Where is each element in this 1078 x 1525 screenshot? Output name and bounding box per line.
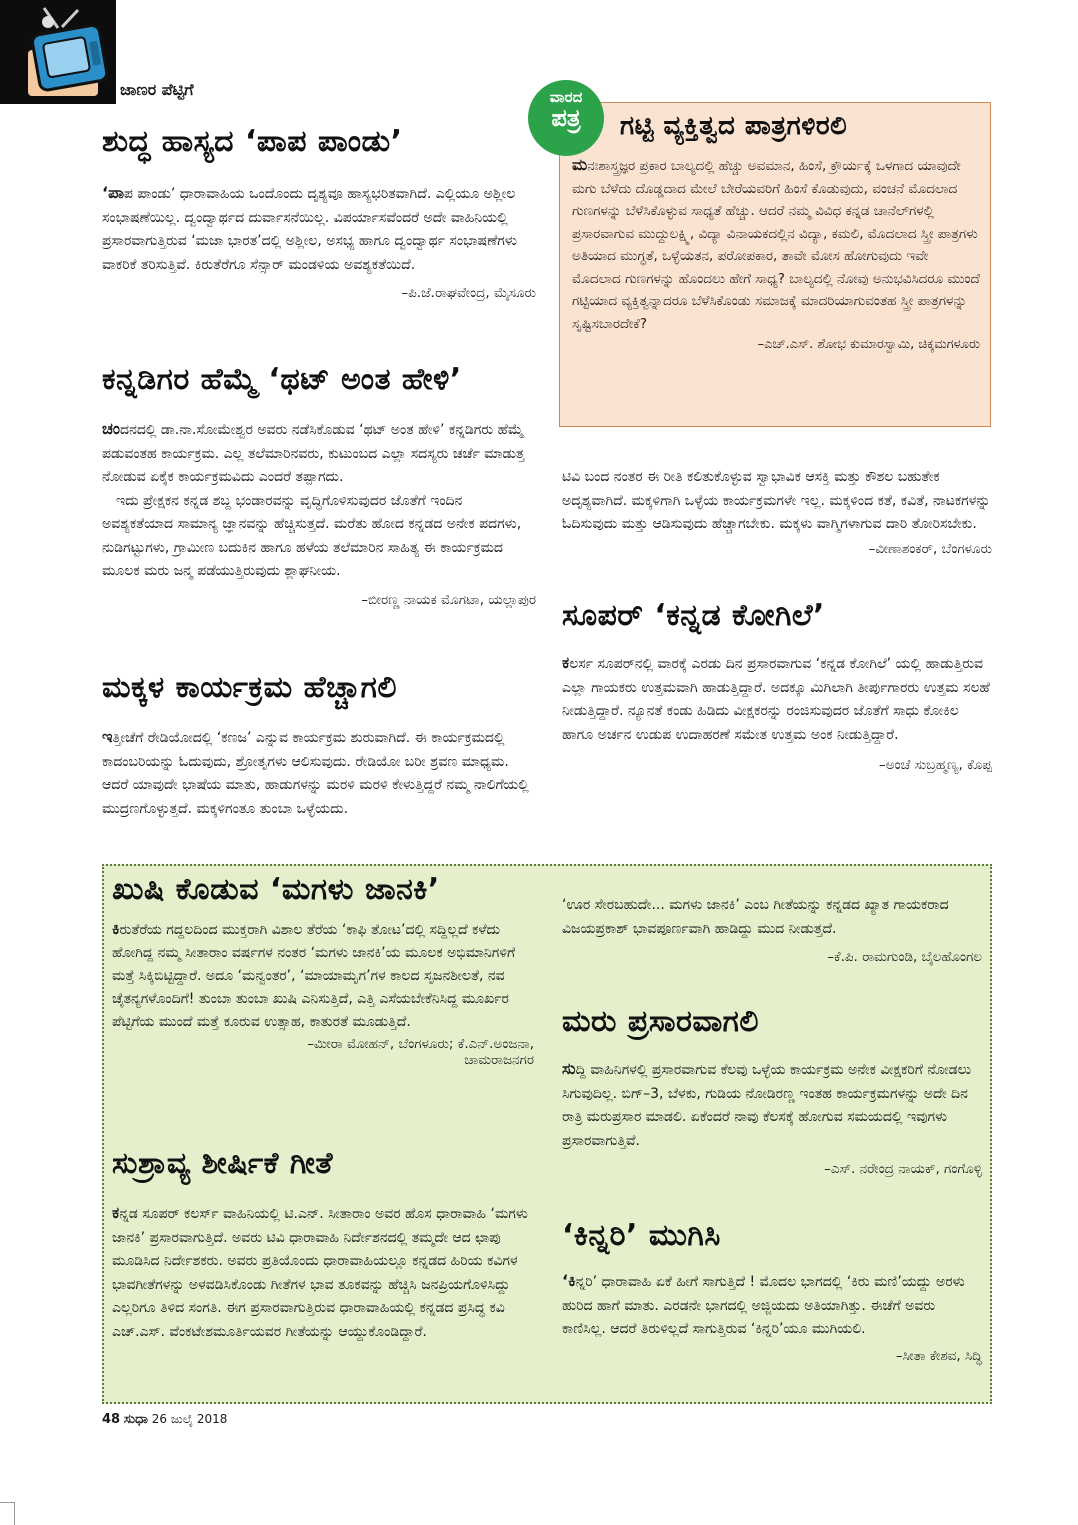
letter-body-continued: ‘ಊರ ಸೇರಬಹುದೇ... ಮಗಳು ಜಾನಕಿ’ ಎಂಬ ಗೀತೆಯನ್ನು ಕನ್ನಡದ ಖ್ಯಾತ ಗಾಯಕರಾದ ವಿಜಯಪ್ರಕಾಶ್ ಭಾವಪೂರ್ಣವಾಗಿ ಹಾಡಿದ್ದು ಮುದ ನೀಡುತ್ತದೆ. <box>562 897 949 937</box>
letter-body-2: ಇದು ಪ್ರೇಕ್ಷಕನ ಕನ್ನಡ ಶಬ್ದ ಭಂಡಾರವನ್ನು ವೃದ್ಧಿಗೊಳಿಸುವುದರ ಜೊತೆಗೆ ಇಂದಿನ ಅವಶ್ಯಕತೆಯಾದ ಸಾಮಾನ್ಯ ಜ್ಞಾನವನ್ನು ಹೆಚ್ಚಿಸುತ್ತದೆ. ಮರೆತು ಹೋದ ಕನ್ನಡದ ಅನೇಕ ಪದಗಳು, ನುಡಿಗಟ್ಟುಗಳು, ಗ್ರಾಮೀಣ ಬದುಕಿನ ಹಾಗೂ ಹಳೆಯ ತಲೆಮಾರಿನ ಸಾಹಿತ್ಯ ಈ ಕಾರ್ಯಕ್ರಮದ ಮೂಲಕ ಮರು ಜನ್ಮ ಪಡೆಯುತ್ತಿರುವುದು ಶ್ಲಾಘನೀಯ. <box>102 492 522 579</box>
crop-mark <box>0 1502 14 1503</box>
letter-4 <box>562 598 992 773</box>
letter-title: ಖುಷಿ ಕೊಡುವ ‘ಮಗಳು ಜಾನಕಿ’ <box>112 872 440 907</box>
letter-signature-2: ಚಾಮರಾಜನಗರ <box>464 1052 534 1068</box>
letter-title: ‘ಕಿನ್ನರಿ’ ಮುಗಿಸಿ <box>562 1218 721 1253</box>
letter-body: ಕಲರ್ಸ ಸೂಪರ್‌ನಲ್ಲಿ ವಾರಕ್ಕೆ ಎರಡು ದಿನ ಪ್ರಸಾರವಾಗುವ ‘ಕನ್ನಡ ಕೋಗಿಲೆ’ ಯಲ್ಲಿ ಹಾಡುತ್ತಿರುವ ಎಲ್ಲಾ ಗಾಯಕರು ಉತ್ತಮವಾಗಿ ಹಾಡುತ್ತಿದ್ದಾರೆ. ಅದಕ್ಕೂ ಮಿಗಿಲಾಗಿ ತೀರ್ಪುಗಾರರು ಉತ್ತಮ ಸಲಹೆ ನೀಡುತ್ತಿದ್ದಾರೆ. ನ್ಯೂನತೆ ಕಂಡು ಹಿಡಿದು ವೀಕ್ಷಕರನ್ನು ರಂಜಿಸುವುದರ ಜೊತೆಗೆ ಸಾಧು ಕೋಕಿಲ ಹಾಗೂ ಅರ್ಚನ ಉಡುಪ ಉದಾಹರಣೆ ಸಮೇತ ಉತ್ತಮ ಅಂಕ ನೀಡುತ್ತಿದ್ದಾರೆ. <box>562 653 990 743</box>
letter-signature: –ಸೀತಾ ಕೇಶವ, ಸಿದ್ಧಿ <box>895 1347 982 1364</box>
letter-body: ಕಿರುತೆರೆಯ ಗದ್ದಲದಿಂದ ಮುಕ್ತರಾಗಿ ವಿಶಾಲ ತೆರೆಯ ‘ಕಾಫಿ ತೋಟ’ದಲ್ಲಿ ಸದ್ದಿಲ್ಲದೆ ಕಳೆದು ಹೋಗಿದ್ದ ನಮ್ಮ ಸೀತಾರಾಂ ವರ್ಷಗಳ ನಂತರ ‘ಮಗಳು ಜಾನಕಿ’ಯ ಮೂಲಕ ಅಭಿಮಾನಿಗಳಿಗೆ ಮತ್ತೆ ಸಿಕ್ಕಿಬಿಟ್ಟಿದ್ದಾರೆ. ಅದೂ ‘ಮನ್ವಂತರ’, ‘ಮಾಯಾಮೃಗ’ಗಳ ಕಾಲದ ಸೃಜನಶೀಲತೆ, ನವ ಚೈತನ್ಯಗಳೊಂದಿಗೆ! ತುಂಬಾ ತುಂಬಾ ಖುಷಿ ಎನಿಸುತ್ತಿದೆ, ಎತ್ತಿ ಎಸೆಯಬೇಕೆನಿಸಿದ್ದ ಮೂರ್ಖರ ಪೆಟ್ಟಿಗೆಯ ಮುಂದೆ ಮತ್ತೆ ಕೂರುವ ಉತ್ಸಾಹ, ಕಾತುರತೆ ಮೂಡುತ್ತಿದೆ. <box>112 919 516 1030</box>
featured-body: ಮನಃಶಾಸ್ತ್ರಜ್ಞರ ಪ್ರಕಾರ ಬಾಲ್ಯದಲ್ಲಿ ಹೆಚ್ಚು ಅವಮಾನ, ಹಿಂಸೆ, ಕ್ರೌರ್ಯಕ್ಕೆ ಒಳಗಾದ ಯಾವುದೇ ಮಗು ಬೆಳೆದು ದೊಡ್ಡದಾದ ಮೇಲೆ ಬೇರೆಯವರಿಗೆ ಹಿಂಸೆ ಕೊಡುವುದು, ವಂಚನೆ ಮೊದಲಾದ ಗುಣಗಳನ್ನು ಬೆಳೆಸಿಕೊಳ್ಳುವ ಸಾಧ್ಯತೆ ಹೆಚ್ಚು. ಆದರೆ ನಮ್ಮ ವಿವಿಧ ಕನ್ನಡ ಚಾನೆಲ್‌ಗಳಲ್ಲಿ ಪ್ರಸಾರವಾಗುವ ಮುದ್ದುಲಕ್ಷ್ಮಿ, ವಿದ್ಯಾ ವಿನಾಯಕದಲ್ಲಿನ ವಿದ್ಯಾ, ಕಮಲಿ, ಮೊದಲಾದ ಸ್ತ್ರೀ ಪಾತ್ರಗಳು ಅತಿಯಾದ ಮುಗ್ಧತೆ, ಒಳ್ಳೆಯತನ, ಪರೋಪಕಾರ, ತಾವೇ ಮೋಸ ಹೋಗುವುದು ಇವೇ ಮೊದಲಾದ ಗುಣಗಳನ್ನು ಹೊಂದಲು ಹೇಗೆ ಸಾಧ್ಯ? ಬಾಲ್ಯದಲ್ಲಿ ನೋವು ಅನುಭವಿಸಿದರೂ ಮುಂದೆ ಗಟ್ಟಿಯಾದ ವ್ಯಕ್ತಿತ್ವನ್ನಾದರೂ ಬೆಳೆಸಿಕೊಂಡು ಸಮಾಜಕ್ಕೆ ಮಾದರಿಯಾಗುವಂತಹ ಸ್ತ್ರೀ ಪಾತ್ರಗಳನ್ನು ಸೃಷ್ಟಿಸಬಾರದೇಕೆ? <box>572 155 980 332</box>
letter-body: ಇತ್ತೀಚೆಗೆ ರೇಡಿಯೋದಲ್ಲಿ ‘ಕಣಜ’ ಎನ್ನುವ ಕಾರ್ಯಕ್ರಮ ಶುರುವಾಗಿದೆ. ಈ ಕಾರ್ಯಕ್ರಮದಲ್ಲಿ ಕಾದಂಬರಿಯನ್ನು ಓದುವುದು, ಶ್ರೋತೃಗಳು ಆಲಿಸುವುದು. ರೇಡಿಯೋ ಬರೀ ಶ್ರವಣ ಮಾಧ್ಯಮ. ಆದರೆ ಯಾವುದೇ ಭಾಷೆಯ ಮಾತು, ಹಾಡುಗಳನ್ನು ಮರಳಿ ಮರಳಿ ಕೇಳುತ್ತಿದ್ದರೆ ನಮ್ಮ ನಾಲಿಗೆಯಲ್ಲಿ ಮುದ್ರಣಗೊಳ್ಳುತ್ತದೆ. ಮಕ್ಕಳಿಗಂತೂ ತುಂಬಾ ಒಳ್ಳೆಯದು. <box>102 727 529 817</box>
letter-title: ಕನ್ನಡಿಗರ ಹೆಮ್ಮೆ ‘ಥಟ್ ಅಂತ ಹೇಳಿ’ <box>102 362 462 397</box>
letter-title: ಮರು ಪ್ರಸಾರವಾಗಲಿ <box>562 1004 760 1039</box>
weekly-letter-badge <box>528 80 604 156</box>
letter-2 <box>102 362 536 608</box>
letter-body: ಕನ್ನಡ ಸೂಪರ್ ಕಲರ್ಸ್ ವಾಹಿನಿಯಲ್ಲಿ ಟಿ.ಎನ್. ಸೀತಾರಾಂ ಅವರ ಹೊಸ ಧಾರಾವಾಹಿ ‘ಮಗಳು ಜಾನಕಿ’ ಪ್ರಸಾರವಾಗುತ್ತಿದೆ. ಅವರು ಟಿವಿ ಧಾರಾವಾಹಿ ನಿರ್ದೇಶನದಲ್ಲಿ ತಮ್ಮದೇ ಆದ ಛಾಪು ಮೂಡಿಸಿದ ನಿರ್ದೇಶಕರು. ಅವರು ಪ್ರತಿಯೊಂದು ಧಾರಾವಾಹಿಯಲ್ಲೂ ಕನ್ನಡದ ಹಿರಿಯ ಕವಿಗಳ ಭಾವಗೀತೆಗಳನ್ನು ಅಳವಡಿಸಿಕೊಂಡು ಗೀತೆಗಳ ಭಾವ ತೂಕವನ್ನು ಹೆಚ್ಚಿಸಿ ಜನಪ್ರಿಯಗೊಳಿಸಿದ್ದು ಎಲ್ಲರಿಗೂ ತಿಳಿದ ಸಂಗತಿ. ಈಗ ಪ್ರಸಾರವಾಗುತ್ತಿರುವ ಧಾರಾವಾಹಿಯಲ್ಲಿ ಕನ್ನಡದ ಪ್ರಸಿದ್ಧ ಕವಿ ಎಚ್.ಎಸ್. ವೆಂಕಟೇಶಮೂರ್ತಿಯವರ ಗೀತೆಯನ್ನು ಆಯ್ದುಕೊಂಡಿದ್ದಾರೆ. <box>112 1203 528 1340</box>
letter-title: ಸೂಪರ್ ‘ಕನ್ನಡ ಕೋಗಿಲೆ’ <box>562 598 825 633</box>
green-letter-4 <box>562 1218 982 1364</box>
left-black-bar <box>0 0 18 104</box>
letter-1 <box>102 124 536 301</box>
letter-signature: –ವೀಣಾಶಂಕರ್, ಬೆಂಗಳೂರು <box>868 540 992 557</box>
green-letter-1 <box>112 872 534 1068</box>
letter-body: ಚಂದನದಲ್ಲಿ ಡಾ.ನಾ.ಸೋಮೇಶ್ವರ ಅವರು ನಡೆಸಿಕೊಡುವ ‘ಥಟ್ ಅಂತ ಹೇಳಿ’ ಕನ್ನಡಿಗರು ಹೆಮ್ಮೆ ಪಡುವಂತಹ ಕಾರ್ಯಕ್ರಮ. ಎಲ್ಲ ತಲೆಮಾರಿನವರು, ಕುಟುಂಬದ ಎಲ್ಲಾ ಸದಸ್ಯರು ಚರ್ಚೆ ಮಾಡುತ್ತ ನೋಡುವ ಏಕೈಕ ಕಾರ್ಯಕ್ರಮವಿದು ಎಂದರೆ ತಪ್ಪಾಗದು. <box>102 419 525 485</box>
badge-line-2: ಪತ್ರ <box>551 104 581 132</box>
letter-title: ಸುಶ್ರಾವ್ಯ ಶೀರ್ಷಿಕೆ ಗೀತೆ <box>112 1146 333 1181</box>
letter-signature: –ಮೀರಾ ಮೋಹನ್, ಬೆಂಗಳೂರು; ಕೆ.ಎನ್.ಅಂಜನಾ, <box>307 1036 534 1052</box>
featured-title: ಗಟ್ಟಿ ವ್ಯಕ್ತಿತ್ವದ ಪಾತ್ರಗಳಿರಲಿ <box>620 111 848 141</box>
letter-3-continued <box>562 466 992 557</box>
issue-date: 26 ಜುಲೈ <box>151 1412 194 1426</box>
section-label: ಜಾಣರ ಪೆಟ್ಟಿಗೆ <box>120 80 194 99</box>
letter-signature: –ಅಂಚೆ ಸುಬ್ರಹ್ಮಣ್ಯ, ಕೊಪ್ಪ <box>878 757 992 773</box>
green-letter-3 <box>562 1004 982 1177</box>
letter-body-continued: ಟಿವಿ ಬಂದ ನಂತರ ಈ ರೀತಿ ಕಲಿತುಕೊಳ್ಳುವ ಸ್ವಾಭಾವಿಕ ಆಸಕ್ತಿ ಮತ್ತು ಕೌಶಲ ಬಹುತೇಕ ಅದೃಶ್ಯವಾಗಿದೆ. ಮಕ್ಕಳಿಗಾಗಿ ಒಳ್ಳೆಯ ಕಾರ್ಯಕ್ರಮಗಳೇ ಇಲ್ಲ. ಮಕ್ಕಳಿಂದ ಕತೆ, ಕವಿತೆ, ನಾಟಕಗಳನ್ನು ಓದಿಸುವುದು ಮತ್ತು ಆಡಿಸುವುದು ಹೆಚ್ಚಾಗಬೇಕು. ಮಕ್ಕಳು ವಾಗ್ಮಿಗಳಾಗುವ ದಾರಿ ತೋರಿಸಬೇಕು. <box>562 469 991 532</box>
letter-body: ‘ಕಿನ್ನರಿ’ ಧಾರಾವಾಹಿ ಏಕೆ ಹೀಗೆ ಸಾಗುತ್ತಿದೆ ! ಮೊದಲ ಭಾಗದಲ್ಲಿ ‘ಕಿರು ಮಣಿ’ಯದ್ದು ಅರಳು ಹುರಿದ ಹಾಗೆ ಮಾತು. ಎರಡನೇ ಭಾಗದಲ್ಲಿ ಅಜ್ಜಿಯದು ಅತಿಯಾಗಿತ್ತು. ಈಚೆಗೆ ಅವರು ಕಾಣಿಸಿಲ್ಲ. ಆದರೆ ತಿರುಳಿಲ್ಲದೆ ಸಾಗುತ್ತಿರುವ ‘ಕಿನ್ನರಿ’ಯೂ ಮುಗಿಯಲಿ. <box>562 1271 965 1337</box>
letter-3 <box>102 670 536 821</box>
letter-body: ‘ಪಾಪ ಪಾಂಡು’ ಧಾರಾವಾಹಿಯ ಒಂದೊಂದು ದೃಶ್ಯವೂ ಹಾಸ್ಯಭರಿತವಾಗಿದೆ. ಎಲ್ಲಿಯೂ ಅಶ್ಲೀಲ ಸಂಭಾಷಣೆಯಿಲ್ಲ. ದ್ವಂದ್ವಾರ್ಥದ ದುರ್ವಾಸನೆಯಿಲ್ಲ. ವಿಪರ್ಯಾಸವೆಂದರೆ ಅದೇ ವಾಹಿನಿಯಲ್ಲಿ ಪ್ರಸಾರವಾಗುತ್ತಿರುವ ‘ಮಜಾ ಭಾರತ’ದಲ್ಲಿ ಅಶ್ಲೀಲ, ಅಸಭ್ಯ ಹಾಗೂ ದ್ವಂದ್ವಾರ್ಥ ಸಂಭಾಷಣೆಗಳು ವಾಕರಿಕೆ ತರಿಸುತ್ತಿವೆ. ಕಿರುತೆರೆಗೂ ಸೆನ್ಸಾರ್ ಮಂಡಳಿಯ ಅವಶ್ಯಕತೆಯಿದೆ. <box>102 183 517 273</box>
letter-signature: –ಬೀರಣ್ಣ ನಾಯಕ ಮೊಗಟಾ, ಯಲ್ಲಾಪುರ <box>361 591 536 608</box>
letter-body: ಸುದ್ದಿ ವಾಹಿನಿಗಳಲ್ಲಿ ಪ್ರಸಾರವಾಗುವ ಕೆಲವು ಒಳ್ಳೆಯ ಕಾರ್ಯಕ್ರಮ ಅನೇಕ ವೀಕ್ಷಕರಿಗೆ ನೋಡಲು ಸಿಗುವುದಿಲ್ಲ. ಬಿಗ್–3, ಬೆಳಕು, ಗುಡಿಯ ನೋಡಿರಣ್ಣ ಇಂತಹ ಕಾರ್ಯಕ್ರಮಗಳನ್ನು ಅದೇ ದಿನ ರಾತ್ರಿ ಮರುಪ್ರಸಾರ ಮಾಡಲಿ. ಏಕೆಂದರೆ ನಾವು ಕೆಲಸಕ್ಕೆ ಹೋಗುವ ಸಮಯದಲ್ಲಿ ಇವುಗಳು ಪ್ರಸಾರವಾಗುತ್ತಿವೆ. <box>562 1059 972 1149</box>
green-letter-2-continued <box>562 894 982 965</box>
magazine-name: ಸುಧಾ <box>123 1412 148 1427</box>
tv-logo <box>18 0 116 104</box>
tv-icon <box>18 0 116 104</box>
letter-signature: –ಪಿ.ಜೆ.ರಾಘವೇಂದ್ರ, ಮೈಸೂರು <box>401 285 536 301</box>
crop-mark <box>14 1502 15 1525</box>
green-letter-2 <box>112 1146 534 1344</box>
page-number: 48 <box>102 1412 121 1427</box>
badge-line-1: ವಾರದ <box>549 88 583 106</box>
page-footer <box>102 1412 227 1427</box>
letter-signature: –ಕೆ.ಪಿ. ರಾಮಗುಂಡಿ, ಬೈಲಹೊಂಗಲ <box>827 949 982 965</box>
issue-year: 2018 <box>196 1412 228 1426</box>
letter-signature: –ಎಸ್. ನರೇಂದ್ರ ನಾಯಕ್, ಗಂಗೊಳ್ಳಿ <box>824 1161 982 1177</box>
letter-title: ಮಕ್ಕಳ ಕಾರ್ಯಕ್ರಮ ಹೆಚ್ಚಾಗಲಿ <box>102 670 397 705</box>
letter-title: ಶುದ್ಧ ಹಾಸ್ಯದ ‘ಪಾಪ ಪಾಂಡು’ <box>102 124 403 159</box>
featured-signature: –ಎಚ್.ಎಸ್. ಶೋಭ ಕುಮಾರಸ್ವಾಮಿ, ಚಿಕ್ಕಮಗಳೂರು <box>757 337 980 352</box>
featured-letter-box <box>559 102 991 427</box>
